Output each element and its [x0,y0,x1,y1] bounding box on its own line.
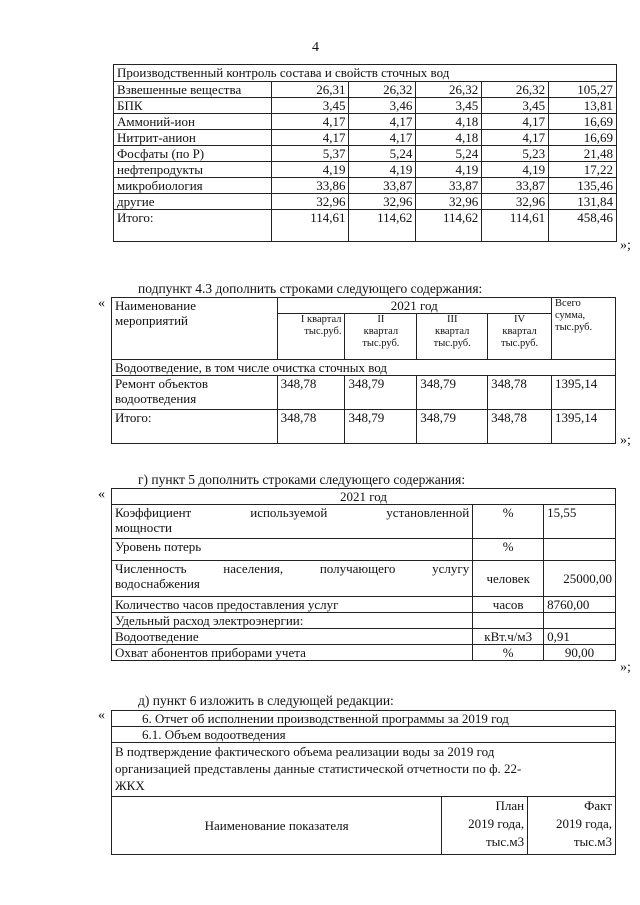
indicator-name-header: Наименование показателя [112,797,442,855]
unit-cell: часов [473,597,544,613]
cell: 16,69 [549,114,617,130]
header-line: квартал [502,326,537,337]
unit-cell: % [473,505,544,539]
text-line: В подтверждение фактического объема реализации воды за 2019 год [115,744,495,759]
header-line: тыс.руб. [433,338,471,349]
value-cell [544,539,616,561]
cell: 4,17 [482,130,549,146]
header-line: тыс.м3 [573,834,612,849]
row-name: Итого: [112,410,278,444]
cell: 348,78 [488,410,552,444]
word: установленной [386,505,470,520]
wastewater-control-table [113,64,617,242]
cell: 26,32 [482,82,549,98]
row-name: Аммоний-ион [114,114,272,130]
indicators-table [111,488,616,661]
total-header [552,298,616,360]
cell: 4,17 [349,114,416,130]
cell: 21,48 [549,146,617,162]
value-cell: 25000,00 [544,561,616,597]
table-row [112,561,616,597]
opening-quote: « [98,296,105,311]
cell: 32,96 [482,194,549,210]
cell: 135,46 [549,178,617,194]
table-header: Производственный контроль состава и свойств сточных вод [114,65,617,82]
table-row [112,645,616,661]
table-row [114,114,617,130]
cell: 4,17 [349,130,416,146]
header-line: План [495,798,525,813]
cell: 114,62 [349,210,416,242]
opening-quote: « [98,708,105,723]
plan-header [442,797,528,855]
report-text [112,743,616,797]
cell: 26,31 [271,82,349,98]
cell: 4,19 [482,162,549,178]
word: Коэффициент [115,505,192,520]
amendment-paragraph: подпункт 4.3 дополнить строками следующего содержания: [138,281,483,296]
row-name: другие [114,194,272,210]
word: населения, [223,561,284,576]
cell: 114,61 [271,210,349,242]
q4-header [488,314,552,360]
table-row [114,98,617,114]
table-row [114,130,617,146]
value-cell: 0,91 [544,629,616,645]
header-line: Наименование [115,298,196,313]
text-line: организацией представлены данные статистической отчетности по ф. 22- [115,761,522,776]
table-row [112,539,616,561]
row-name: Охват абонентов приборами учета [112,645,473,661]
value-cell [544,613,616,629]
header-line: II [377,314,385,325]
cell: 114,62 [416,210,482,242]
cell: 16,69 [549,130,617,146]
report-subtitle: 6.1. Объем водоотведения [112,727,616,743]
cell: 13,81 [549,98,617,114]
unit-cell: человек [473,561,544,597]
table-row [112,613,616,629]
closing-quote: »; [620,238,631,253]
amendment-paragraph: д) пункт 6 изложить в следующей редакции: [138,693,394,708]
table-row [112,629,616,645]
cell: 32,96 [416,194,482,210]
closing-quote: »; [620,433,631,448]
cell: 17,22 [549,162,617,178]
q2-header [345,314,417,360]
row-name: Фосфаты (по Р) [114,146,272,162]
cell: 114,61 [482,210,549,242]
cell: 4,19 [349,162,416,178]
cell: 348,78 [277,376,345,410]
header-line: IV [514,314,526,325]
q3-header [417,314,488,360]
cell: 4,18 [416,114,482,130]
header-line: Факт [584,798,612,813]
unit-cell: кВт.ч/м3 [473,629,544,645]
row-name [112,505,473,539]
cell: 33,86 [271,178,349,194]
cell: 348,79 [417,376,488,410]
row-name: БПК [114,98,272,114]
table-row [114,178,617,194]
cell: 5,24 [416,146,482,162]
year-header: 2021 год [277,298,551,314]
row-name-line: Ремонт объектов [115,376,209,391]
cell: 348,79 [345,376,417,410]
cell: 458,46 [549,210,617,242]
word: используемой [250,505,328,520]
cell: 105,27 [549,82,617,98]
cell: 33,87 [349,178,416,194]
cell: 32,96 [271,194,349,210]
table-row [112,597,616,613]
unit-cell: % [473,645,544,661]
header-line: 2019 года, [555,816,612,831]
row-name [112,376,278,410]
header-line: тыс.руб. [501,338,539,349]
year-header: 2021 год [112,489,616,505]
cell: 1395,14 [552,410,616,444]
row-name: Взвешенные вещества [114,82,272,98]
row-name: Водоотведение [112,629,473,645]
header-line: Всего [555,298,581,309]
cell: 26,32 [349,82,416,98]
header-line: III [446,314,458,325]
name-header [112,298,278,360]
report-title: 6. Отчет об исполнении производственной программы за 2019 год [112,711,616,727]
section-row: Водоотведение, в том числе очистка сточных вод [112,360,616,376]
cell: 3,46 [349,98,416,114]
cell: 348,78 [277,410,345,444]
cell: 33,87 [416,178,482,194]
header-line: 2019 года, [468,816,525,831]
table-row [114,82,617,98]
row-name: Удельный расход электроэнергии: [112,613,473,629]
table-row [112,410,616,444]
unit-cell [473,613,544,629]
row-name: Количество часов предоставления услуг [112,597,473,613]
cell: 32,96 [349,194,416,210]
cell: 4,19 [416,162,482,178]
cell: 131,84 [549,194,617,210]
cell: 33,87 [482,178,549,194]
table-row [114,194,617,210]
value-cell: 8760,00 [544,597,616,613]
cell: 4,18 [416,130,482,146]
cell: 5,37 [271,146,349,162]
header-line: квартал [363,326,399,337]
header-line: тыс.руб. [362,338,400,349]
cell: 4,17 [482,114,549,130]
cell: 4,17 [271,130,349,146]
table-row [114,162,617,178]
unit-cell: % [473,539,544,561]
row-name-line: водоснабжения [115,576,200,591]
row-name: микробиология [114,178,272,194]
row-name-line: мощности [115,520,172,535]
value-cell: 90,00 [544,645,616,661]
row-name: Нитрит-анион [114,130,272,146]
row-name [112,561,473,597]
q1-header [277,314,345,360]
cell: 3,45 [271,98,349,114]
cell: 5,23 [482,146,549,162]
word: услугу [432,561,470,576]
cell: 348,78 [488,376,552,410]
cell: 4,19 [271,162,349,178]
header-line: I квартал [300,314,342,325]
word: Численность [115,561,187,576]
table-row [112,376,616,410]
header-line: квартал [435,326,470,337]
cell: 26,32 [416,82,482,98]
cell: 348,79 [417,410,488,444]
page-number: 4 [312,40,319,55]
cell: 5,24 [349,146,416,162]
cell: 3,45 [482,98,549,114]
amendment-paragraph: г) пункт 5 дополнить строками следующего содержания: [138,472,466,487]
cell: 348,79 [345,410,417,444]
header-line: сумма, [555,310,586,321]
text-line: ЖКХ [115,778,145,793]
header-line: тыс.руб. [304,326,342,337]
row-name: нефтепродукты [114,162,272,178]
table-row [114,146,617,162]
closing-quote: »; [620,660,631,675]
report-table [111,710,616,855]
row-name: Уровень потерь [112,539,473,561]
value-cell: 15,55 [544,505,616,539]
cell: 3,45 [416,98,482,114]
header-line: мероприятий [115,313,188,328]
header-line: тыс.руб. [555,322,593,333]
table-row [114,210,617,242]
cell: 4,17 [271,114,349,130]
word: получающего [319,561,396,576]
measures-table [111,297,616,444]
fact-header [528,797,616,855]
header-line: тыс.м3 [485,834,525,849]
row-name: Итого: [114,210,272,242]
row-name-line: водоотведения [115,391,197,406]
cell: 1395,14 [552,376,616,410]
table-row [112,505,616,539]
opening-quote: « [98,487,105,502]
